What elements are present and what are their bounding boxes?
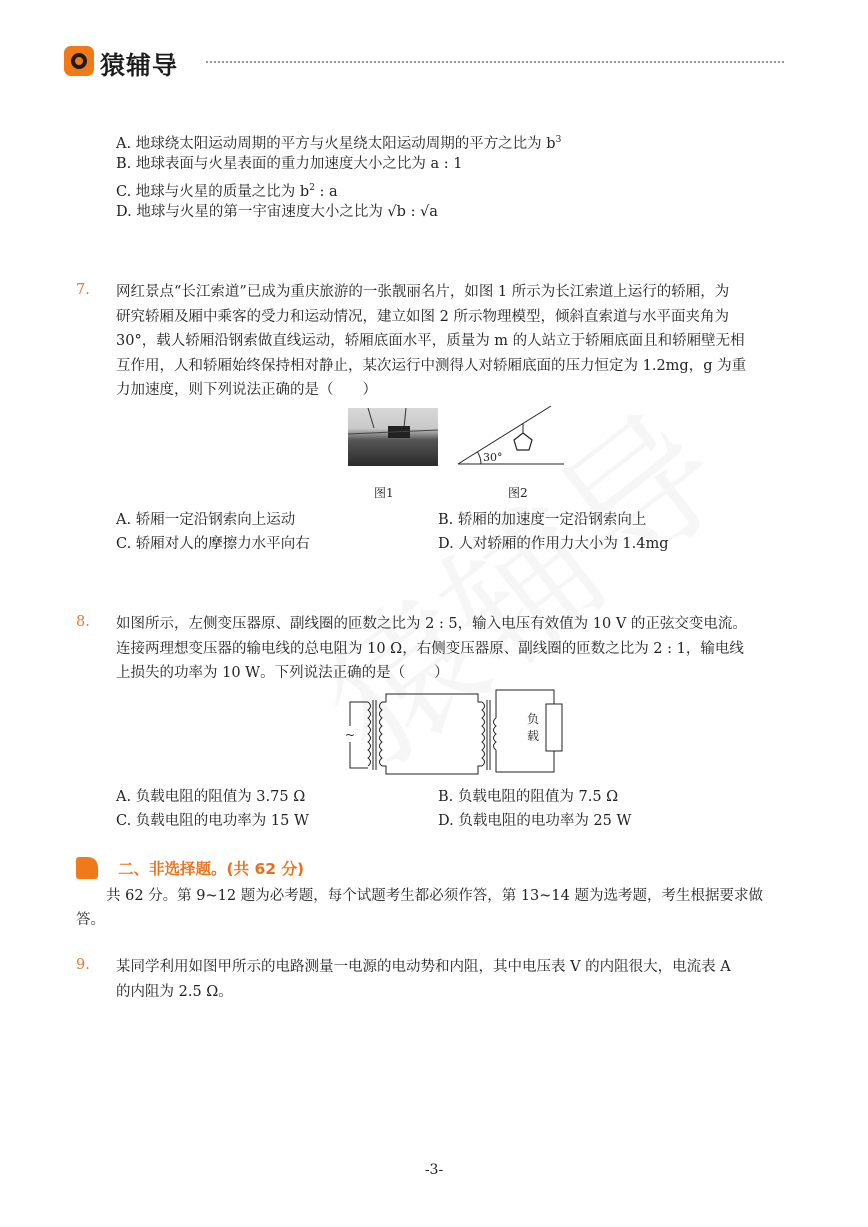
q8-line: 上损失的功率为 10 W。下列说法正确的是（ ） xyxy=(116,665,449,681)
ac-source-symbol: ~ xyxy=(345,728,356,742)
q8-option-a: A. 负载电阻的阻值为 3.75 Ω xyxy=(116,789,306,805)
angle-label: 30° xyxy=(483,451,503,464)
q6-option-b: B. 地球表面与火星表面的重力加速度大小之比为 a : 1 xyxy=(116,156,463,172)
header-divider xyxy=(206,61,784,63)
incline-diagram xyxy=(455,403,567,469)
question-number: 7. xyxy=(76,282,90,298)
q7-line: 网红景点“长江索道”已成为重庆旅游的一张靓丽名片，如图 1 所示为长江索道上运行的轿厢，为 xyxy=(116,284,730,300)
q8-stem xyxy=(116,612,796,686)
q8-option-c: C. 负载电阻的电功率为 15 W xyxy=(116,813,309,829)
logo-text: 猿辅导 xyxy=(100,51,179,80)
q7-stem xyxy=(116,280,796,403)
section-description: 答。 xyxy=(76,912,105,928)
q7-line: 互作用，人和轿厢始终保持相对静止，某次运行中测得人对轿厢底面的压力恒定为 1.2mg，g 为重 xyxy=(116,357,747,374)
q9-stem xyxy=(116,955,796,1004)
section-marker-icon xyxy=(76,857,98,879)
q7-option-d: D. 人对轿厢的作用力大小为 1.4mg xyxy=(438,536,669,552)
q8-line: 如图所示，左侧变压器原、副线圈的匝数之比为 2 : 5，输入电压有效值为 10 V 的正弦交变电流。 xyxy=(116,616,747,632)
q8-option-d: D. 负载电阻的电功率为 25 W xyxy=(438,813,632,829)
figure-2-caption: 图2 xyxy=(508,486,528,500)
q7-line: 研究轿厢及厢中乘客的受力和运动情况，建立如图 2 所示物理模型，倾斜直索道与水平面夹角为 xyxy=(116,308,729,325)
section-title: 二、非选择题。(共 62 分) xyxy=(118,860,305,878)
q7-option-c: C. 轿厢对人的摩擦力水平向右 xyxy=(116,536,310,552)
q7-option-a: A. 轿厢一定沿钢索向上运动 xyxy=(116,512,296,528)
q7-option-b: B. 轿厢的加速度一定沿钢索向上 xyxy=(438,512,647,528)
question-number: 8. xyxy=(76,614,90,630)
q6-option-a: A. 地球绕太阳运动周期的平方与火星绕太阳运动周期的平方之比为 $b^3$ xyxy=(116,135,562,152)
question-number: 9. xyxy=(76,957,90,973)
page-number: -3- xyxy=(424,1162,444,1178)
q9-line: 的内阻为 2.5 Ω。 xyxy=(116,983,233,1000)
q6-option-d: D. 地球与火星的第一宇宙速度大小之比为 √b : √a xyxy=(116,204,438,220)
transformer-circuit-diagram xyxy=(338,688,570,778)
section-description: 共 62 分。第 9~12 题为必考题，每个试题考生都必须作答，第 13~14 题为选考题，考生根据要求做 xyxy=(106,888,763,904)
q9-line: 某同学利用如图甲所示的电路测量一电源的电动势和内阻，其中电压表 V 的内阻很大，电流表 A xyxy=(116,959,731,975)
cable-car-photo xyxy=(348,408,438,466)
q8-line: 连接两理想变压器的输电线的总电阻为 10 Ω，右侧变压器原、副线圈的匝数之比为 2 : 1，输电线 xyxy=(116,640,744,657)
load-label: 载 xyxy=(527,729,540,743)
figure-1-caption: 图1 xyxy=(374,486,394,500)
q8-option-b: B. 负载电阻的阻值为 7.5 Ω xyxy=(438,789,619,805)
load-label: 负 xyxy=(527,712,540,726)
q7-line: 力加速度，则下列说法正确的是（ ） xyxy=(116,382,377,398)
monkey-logo-icon xyxy=(64,46,94,76)
page-header xyxy=(64,44,784,80)
q7-line: 30°，载人轿厢沿钢索做直线运动，轿厢底面水平，质量为 m 的人站立于轿厢底面且和轿厢壁无相 xyxy=(116,333,745,349)
q6-option-c: C. 地球与火星的质量之比为 $b^2$ : a xyxy=(116,183,338,200)
